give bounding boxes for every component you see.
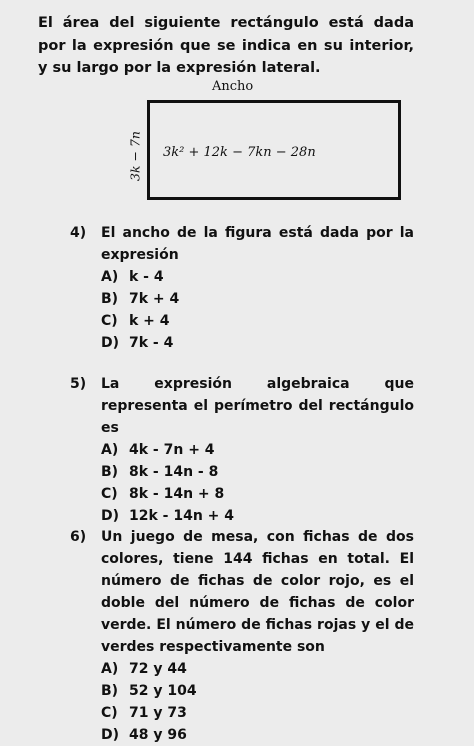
- option-letter: B): [101, 683, 119, 699]
- option-text: 48 y 96: [129, 727, 187, 743]
- options-list: [101, 439, 414, 527]
- option-text: k - 4: [129, 269, 164, 285]
- option-text: 8k - 14n - 8: [129, 464, 219, 480]
- option-a[interactable]: [101, 439, 414, 461]
- options-list: [101, 266, 414, 354]
- length-label: 3k − 7n: [127, 131, 143, 181]
- option-text: 8k - 14n + 8: [129, 486, 225, 502]
- option-letter: D): [101, 727, 120, 743]
- option-text: k + 4: [129, 313, 170, 329]
- area-expression: 3k² + 12k − 7kn − 28n: [163, 145, 316, 160]
- option-text: 7k - 4: [129, 335, 174, 351]
- option-text: 71 y 73: [129, 705, 187, 721]
- option-letter: A): [101, 661, 119, 677]
- option-letter: C): [101, 313, 118, 329]
- option-letter: A): [101, 269, 119, 285]
- option-letter: D): [101, 335, 120, 351]
- question-stem: La expresión algebraica que representa el perímetro del rectángulo es: [101, 376, 414, 436]
- option-b[interactable]: [101, 288, 414, 310]
- question-5: [70, 373, 414, 527]
- option-d[interactable]: [101, 505, 414, 527]
- question-number: 6): [70, 529, 87, 545]
- question-stem: Un juego de mesa, con fichas de dos colores, tiene 144 fichas en total. El número de fichas de color rojo, es el doble del número de fichas de color verde. El número de fichas rojas y el de verdes respectivamente son: [101, 529, 414, 655]
- option-text: 7k + 4: [129, 291, 180, 307]
- options-list: [101, 658, 414, 746]
- option-letter: C): [101, 705, 118, 721]
- intro-paragraph: El área del siguiente rectángulo está dada por la expresión que se indica en su interior, y su largo por la expresión lateral.: [38, 15, 414, 76]
- option-b[interactable]: [101, 680, 414, 702]
- width-label: Ancho: [212, 79, 254, 94]
- option-d[interactable]: [101, 724, 414, 746]
- question-number: 4): [70, 225, 87, 241]
- option-text: 4k - 7n + 4: [129, 442, 215, 458]
- option-letter: D): [101, 508, 120, 524]
- question-number: 5): [70, 376, 87, 392]
- option-letter: C): [101, 486, 118, 502]
- option-c[interactable]: [101, 483, 414, 505]
- option-a[interactable]: [101, 266, 414, 288]
- option-a[interactable]: [101, 658, 414, 680]
- option-d[interactable]: [101, 332, 414, 354]
- option-c[interactable]: [101, 310, 414, 332]
- option-letter: B): [101, 291, 119, 307]
- option-text: 12k - 14n + 4: [129, 508, 235, 524]
- question-4: [70, 222, 414, 354]
- option-text: 72 y 44: [129, 661, 187, 677]
- question-6: [70, 526, 414, 746]
- question-stem: El ancho de la figura está dada por la expresión: [101, 225, 414, 263]
- option-b[interactable]: [101, 461, 414, 483]
- option-c[interactable]: [101, 702, 414, 724]
- option-letter: A): [101, 442, 119, 458]
- option-letter: B): [101, 464, 119, 480]
- option-text: 52 y 104: [129, 683, 197, 699]
